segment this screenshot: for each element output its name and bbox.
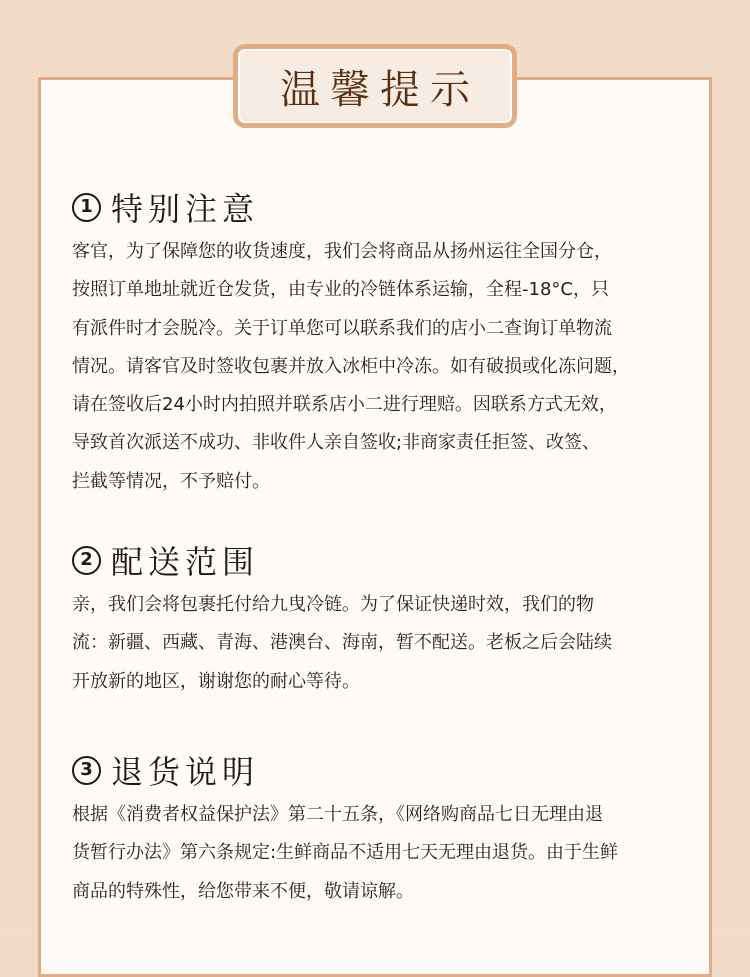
section-heading [72, 750, 697, 790]
section-title: 退货说明 [111, 753, 260, 791]
body-line: 有派件时才会脱冷。关于订单您可以联系我们的店小二查询订单物流 [72, 317, 612, 339]
section-heading [72, 540, 697, 580]
body-line: 导致首次派送不成功、非收件人亲自签收;非商家责任拒签、改签、 [72, 432, 601, 454]
body-line: 拦截等情况，不予赔付。 [72, 470, 270, 492]
section-heading [72, 187, 697, 227]
section-title: 特别注意 [111, 190, 260, 228]
section-number-badge: 1 [72, 193, 101, 222]
title-frame [238, 49, 512, 123]
body-line: 情况。请客官及时签收包裹并放入冰柜中冷冻。如有破损或化冻问题， [72, 355, 630, 377]
section-return-policy [72, 750, 697, 911]
section-body [72, 586, 697, 701]
section-body [72, 233, 697, 501]
section-body [72, 796, 697, 911]
section-number-badge: 3 [72, 756, 101, 785]
body-line: 商品的特殊性，给您带来不便，敬请谅解。 [72, 880, 414, 902]
body-line: 开放新的地区，谢谢您的耐心等待。 [72, 670, 360, 692]
section-number-badge: 2 [72, 546, 101, 575]
body-line: 请在签收后24小时内拍照并联系店小二进行理赔。因联系方式无效， [72, 394, 617, 416]
section-delivery-range [72, 540, 697, 701]
body-line: 货暂行办法》第六条规定:生鲜商品不适用七天无理由退货。由于生鲜 [72, 842, 619, 864]
title-badge [233, 44, 517, 128]
body-line: 按照订单地址就近仓发货，由专业的冷链体系运输，全程-18°C，只 [72, 279, 609, 301]
body-line: 流：新疆、西藏、青海、港澳台、海南，暂不配送。老板之后会陆续 [72, 632, 612, 654]
body-line: 亲，我们会将包裹托付给九曳冷链。为了保证快递时效，我们的物 [72, 594, 594, 615]
section-special-notice [72, 187, 697, 501]
body-line: 根据《消费者权益保护法》第二十五条，《网络购商品七日无理由退 [72, 804, 603, 825]
page-title: 温馨提示 [280, 66, 480, 113]
body-line: 客官，为了保障您的收货速度，我们会将商品从扬州运往全国分仓， [72, 241, 612, 262]
section-title: 配送范围 [111, 543, 260, 581]
